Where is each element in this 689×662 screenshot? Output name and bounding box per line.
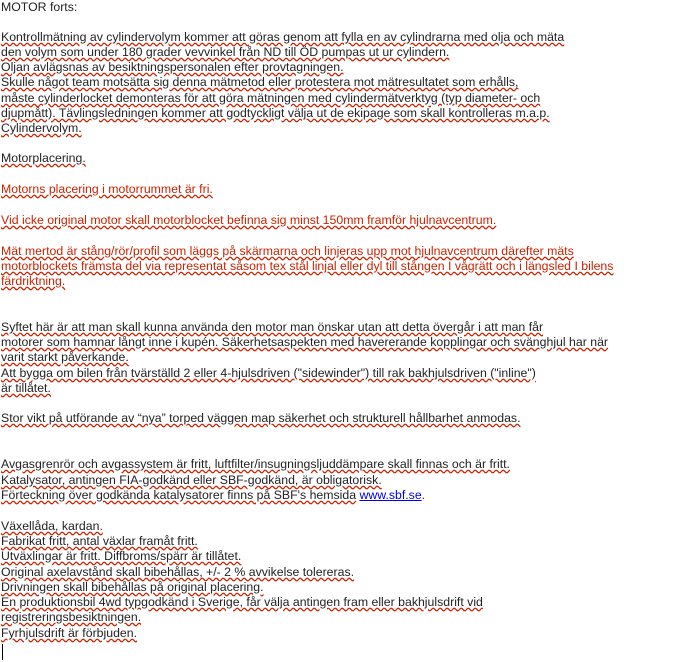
paragraph-line: motorer som hamnar långt inne i kupén. Säkerhetsaspekten med havererande kopplingar och svänghjul har när	[1, 335, 609, 349]
paragraph-line: Original axelavstånd skall bibehållas, +/- 2 % avvikelse tolereras.	[1, 565, 355, 579]
paragraph: Stor vikt på utförande av “nya” torped väggen map säkerhet och strukturell hållbarhet anmodas.	[1, 411, 521, 425]
paragraph-line: Växellåda, kardan.	[1, 519, 103, 533]
paragraph-line: är tillåtet.	[1, 381, 51, 395]
paragraph-line: En produktionsbil 4wd typgodkänd i Sverige, får välja antingen fram eller bakhjulsdrift vid	[1, 595, 483, 609]
paragraph-line: Oljan avlägsnas av besiktningspersonalen efter provtagningen.	[1, 60, 344, 74]
paragraph-line: Utväxlingar är fritt. Diffbroms/spärr är tillåtet.	[1, 549, 242, 563]
paragraph-line: måste cylinderlocket demonteras för att göra mätningen med cylindermätverktyg (typ diameter- och	[1, 91, 541, 105]
section-title-motorplacering: Motorplacering.	[1, 151, 86, 165]
paragraph-line: Cylindervolym.	[1, 121, 82, 135]
red-paragraph-line: färdriktning.	[1, 274, 66, 288]
section-heading: MOTOR forts:	[1, 0, 78, 14]
red-paragraph: Motorns placering i motorrummet är fri.	[1, 182, 213, 196]
paragraph-line: Kontrollmätning av cylindervolym kommer att göras genom att fylla en av cylindrarna med olja och mäta	[1, 30, 565, 44]
paragraph-line: registreringsbesiktningen.	[1, 610, 142, 624]
paragraph-line: Drivningen skall bibehållas på original placering.	[1, 580, 264, 594]
paragraph-line	[1, 488, 425, 503]
paragraph-line: Avgasgrenrör och avgassystem är fritt, luftfilter/insugningsljuddämpare skall finnas och är fritt.	[1, 457, 510, 471]
red-paragraph-line: Mät mertod är stång/rör/profil som läggs på skärmarna och linjeras upp mot hjulnavcentrum därefter mäts	[1, 244, 574, 258]
sbf-website-link[interactable]: www.sbf.se	[359, 488, 422, 502]
paragraph-line: varit starkt påverkande.	[1, 350, 129, 364]
paragraph-line: den volym som under 180 grader vevvinkel från ND till ÖD pumpas ut ur cylindern.	[1, 45, 450, 59]
red-paragraph-line: motorblockets främsta del via representat såsom tex stål linjal eller dyl till stången I vågrätt och i längsled I bilens	[1, 259, 614, 273]
paragraph-line: djupmått). Tävlingsledningen kommer att godtyckligt välja ut de ekipage som skall kontrolleras m.a.p.	[1, 106, 550, 120]
paragraph-line: Att bygga om bilen från tvärställd 2 eller 4-hjulsdriven ("sidewinder") till rak bakhjulsdriven ("inline")	[1, 366, 536, 380]
paragraph-line: Syftet här är att man skall kunna använda den motor man önskar utan att detta övergår i att man får	[1, 320, 544, 334]
red-paragraph: Vid icke original motor skall motorblocket befinna sig minst 150mm framför hjulnavcentrum.	[1, 213, 497, 227]
paragraph-text: Förteckning över godkända katalysatorer finns på SBF's hemsida	[1, 488, 357, 502]
paragraph-line: Fabrikat fritt, antal växlar framåt fritt.	[1, 534, 198, 548]
paragraph-line: Skulle något team motsätta sig denna mätmetod eller protestera mot mätresultatet som erhålls,	[1, 75, 519, 89]
text-cursor	[2, 644, 3, 660]
paragraph-line: Katalysator, antingen FIA-godkänd eller SBF-godkänd, är obligatorisk.	[1, 473, 382, 487]
sentence-end: .	[421, 488, 426, 502]
paragraph-line: Fyrhjulsdrift är förbjuden.	[1, 626, 138, 640]
